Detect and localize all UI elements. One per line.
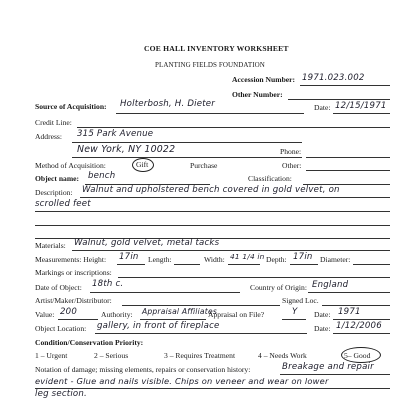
address-line2-value[interactable]: New York, NY 10022: [77, 144, 176, 155]
object-name-value[interactable]: bench: [88, 171, 116, 181]
notation-line1-value[interactable]: Breakage and repair: [282, 362, 374, 372]
accession-number-value[interactable]: 1971.023.002: [302, 73, 365, 83]
address-line-1: [72, 142, 302, 143]
signed-loc-label: Signed Loc.: [282, 296, 319, 305]
location-value[interactable]: gallery, in front of fireplace: [97, 321, 220, 331]
location-date-value[interactable]: 1/12/2006: [336, 321, 382, 331]
length-line: [174, 264, 200, 265]
depth-label: Depth:: [266, 255, 287, 264]
measurements-label: Measurements: Height:: [35, 255, 107, 264]
materials-value[interactable]: Walnut, gold velvet, metal tacks: [74, 238, 220, 248]
other-number-line: [288, 99, 390, 100]
date-of-object-label: Date of Object:: [35, 283, 82, 292]
credit-line-label: Credit Line:: [35, 118, 72, 127]
credit-line-line: [77, 127, 390, 128]
source-date-line: [333, 113, 390, 114]
method-option-gift[interactable]: Gift: [136, 160, 149, 169]
appraisal-line: [282, 319, 306, 320]
materials-label: Materials:: [35, 241, 66, 250]
source-date-label: Date:: [314, 103, 331, 112]
country-value[interactable]: England: [312, 280, 349, 290]
description-line-3: [35, 225, 390, 226]
condition-option-4[interactable]: 4 – Needs Work: [258, 351, 307, 360]
markings-line: [118, 277, 390, 278]
value-value[interactable]: 200: [60, 307, 78, 317]
source-line: [116, 113, 304, 114]
address-line-2: [72, 157, 302, 158]
authority-value[interactable]: Appraisal Affiliates: [142, 307, 217, 316]
classification-label: Classification:: [248, 174, 292, 183]
authority-label: Authority:: [101, 310, 133, 319]
worksheet-title: COE HALL INVENTORY WORKSHEET: [144, 44, 289, 53]
notation-line-1: [280, 374, 390, 375]
description-label: Description:: [35, 188, 73, 197]
description-line-1: [80, 197, 390, 198]
authority-line: [140, 319, 206, 320]
location-date-line: [333, 333, 390, 334]
country-line: [308, 292, 390, 293]
method-option-purchase[interactable]: Purchase: [190, 161, 218, 170]
address-label: Address:: [35, 132, 62, 141]
appraisal-label: Appraisal on File?: [208, 310, 265, 319]
address-line1-value[interactable]: 315 Park Avenue: [77, 129, 154, 139]
condition-option-2[interactable]: 2 – Serious: [94, 351, 129, 360]
method-option-other[interactable]: Other:: [282, 161, 302, 170]
depth-line: [290, 264, 318, 265]
description-line1-value[interactable]: Walnut and upholstered bench covered in gold velvet, on: [82, 185, 340, 195]
accession-number-label: Accession Number:: [232, 75, 296, 84]
height-value[interactable]: 17in: [119, 252, 139, 262]
condition-option-5[interactable]: 5– Good: [344, 351, 371, 360]
country-label: Country of Origin:: [250, 283, 307, 292]
phone-line: [306, 157, 390, 158]
width-label: Width:: [204, 255, 225, 264]
signed-loc-line: [322, 305, 390, 306]
condition-option-3[interactable]: 3 – Requires Treatment: [164, 351, 236, 360]
height-line: [117, 264, 145, 265]
markings-label: Markings or inscriptions:: [35, 268, 112, 277]
depth-value[interactable]: 17in: [293, 252, 313, 262]
location-date-label: Date:: [314, 324, 331, 333]
diameter-label: Diameter:: [320, 255, 351, 264]
object-name-label: Object name:: [35, 174, 80, 183]
date-of-object-line: [90, 292, 240, 293]
accession-number-line: [300, 85, 390, 86]
notation-label: Notation of damage; missing elements, repairs or conservation history:: [35, 365, 251, 374]
artist-label: Artist/Maker/Distributor:: [35, 296, 112, 305]
notation-line-2: [35, 388, 390, 389]
source-date-value[interactable]: 12/15/1971: [335, 101, 387, 111]
condition-option-1[interactable]: 1 – Urgent: [35, 351, 68, 360]
other-number-label: Other Number:: [232, 90, 283, 99]
width-line: [228, 264, 260, 265]
foundation-name: PLANTING FIELDS FOUNDATION: [155, 61, 265, 69]
length-label: Length:: [148, 255, 172, 264]
phone-label: Phone:: [280, 147, 302, 156]
description-line2-value[interactable]: scrolled feet: [35, 199, 91, 209]
value-date-value[interactable]: 1971: [338, 307, 361, 317]
notation-line3-value[interactable]: leg section.: [35, 389, 87, 399]
value-label: Value:: [35, 310, 55, 319]
value-line: [58, 319, 98, 320]
location-line: [95, 333, 307, 334]
condition-heading: Condition/Conservation Priority:: [35, 338, 144, 347]
date-of-object-value[interactable]: 18th c.: [92, 279, 124, 289]
value-date-label: Date:: [314, 310, 331, 319]
materials-line: [72, 250, 390, 251]
width-value[interactable]: 41 1/4 in: [230, 252, 265, 261]
method-other-line: [306, 170, 390, 171]
method-label: Method of Acquisition:: [35, 161, 106, 170]
source-value[interactable]: Holterbosh, H. Dieter: [120, 99, 216, 109]
source-label: Source of Acquisition:: [35, 102, 107, 111]
notation-line2-value[interactable]: evident - Glue and nails visible. Chips on veneer and wear on lower: [35, 376, 329, 386]
diameter-line: [353, 264, 390, 265]
location-label: Object Location:: [35, 324, 87, 333]
description-line-2: [35, 211, 390, 212]
value-date-line: [333, 319, 390, 320]
appraisal-value[interactable]: Y: [292, 307, 298, 317]
artist-line: [122, 305, 280, 306]
